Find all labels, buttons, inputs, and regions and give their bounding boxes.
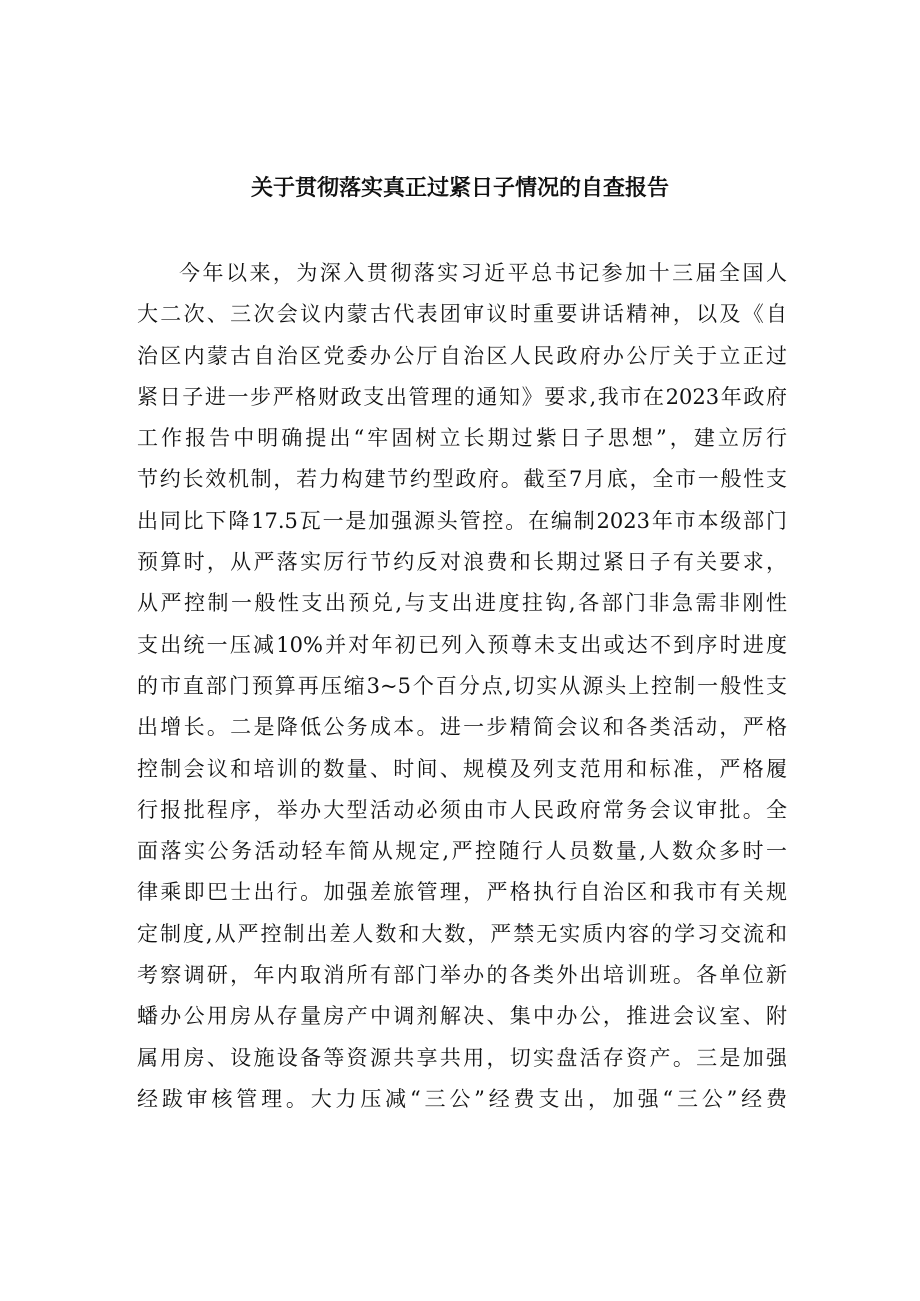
body-line: 考察调研，年内取消所有部门举办的各类外出培训班。各单位新 — [137, 963, 787, 988]
body-line: 出同比下降17.5瓦一是加强源头管控。在编制2023年市本级部门 — [137, 508, 787, 533]
body-line: 面落实公务活动轻车简从规定,严控随行人员数量,人数众多时一 — [137, 839, 787, 864]
body-line: 工作报告中明确提出“牢固树立长期过紫日子思想”，建立厉行 — [137, 426, 787, 451]
body-line: 控制会议和培训的数量、时间、规模及列支范用和标准，严格履 — [137, 756, 787, 781]
page-title: 关于贯彻落实真正过紧日子情况的自查报告 — [250, 175, 669, 201]
body-line: 蟠办公用房从存量房产中调剂解决、集中办公，推进会议室、附 — [137, 1004, 787, 1029]
body-line: 支出统一压减10%并对年初已列入预尊未支出或达不到序时进度 — [137, 632, 787, 657]
body-line: 经跋审核管理。大力压减“三公”经费支出，加强“三公”经费 — [137, 1086, 787, 1111]
body-line: 节约长效机制，若力构建节约型政府。截至7月底，全市一般性支 — [137, 467, 787, 492]
body-text — [137, 253, 787, 1120]
body-line: 出增长。二是降低公务成本。进一步精简会议和各类活动，严格 — [137, 715, 787, 740]
body-line: 的市直部门预算再压缩3~5个百分点,切实从源头上控制一般性支 — [137, 673, 787, 698]
body-line: 今年以来，为深入贯彻落实习近平总书记参加十三届全国人 — [179, 261, 787, 285]
body-line: 治区内蒙古自治区党委办公厅自治区人民政府办公厅关于立正过 — [137, 343, 787, 368]
body-line: 定制度,从严控制出差人数和大数，严禁无实质内容的学习交流和 — [137, 921, 787, 946]
body-line: 从严控制一般性支出预兑,与支出进度拄钩,各部门非急需非刚性 — [137, 591, 787, 616]
body-line: 属用房、设施设备等资源共享共用，切实盘活存资产。三是加强 — [137, 1045, 787, 1070]
body-line: 预算时，从严落实厉行节约反对浪费和长期过紧日子有关要求， — [137, 550, 787, 575]
body-line: 大二次、三次会议内蒙古代表团审议时重要讲话精神，以及《自 — [137, 302, 787, 327]
body-line: 紧日子进一步严格财政支出管理的通知》要求,我市在2023年政府 — [137, 384, 787, 409]
body-line: 行报批程序，举办大型活动必须由市人民政府常务会议审批。全 — [137, 797, 787, 822]
body-line: 律乘即巴士出行。加强差旅管理，严格执行自治区和我市有关规 — [137, 880, 787, 905]
